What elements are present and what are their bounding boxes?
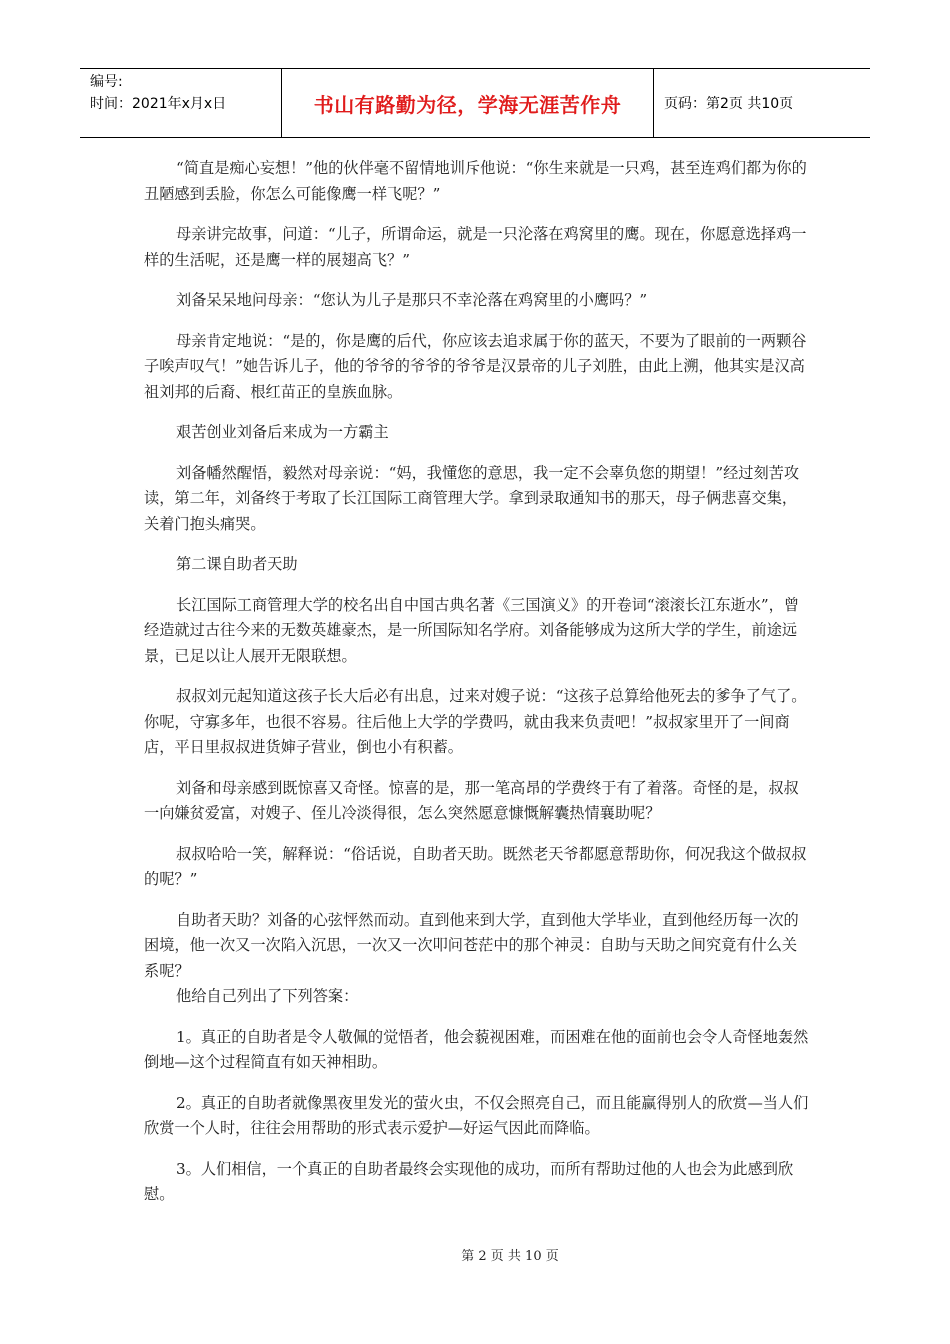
list-item: 1。真正的自助者是令人敬佩的觉悟者，他会藐视困难，而困难在他的面前也会令人奇怪地轰然倒地—这个过程简直有如天神相助。 <box>144 1027 809 1071</box>
paragraph: 母亲讲完故事，问道：“儿子，所谓命运，就是一只沦落在鸡窝里的鹰。现在，你愿意选择鸡一样的生活呢，还是鹰一样的展翅高飞？” <box>144 225 807 269</box>
paragraph: 长江国际工商管理大学的校名出自中国古典名著《三国演义》的开卷词“滚滚长江东逝水”，曾经造就过古往今来的无数英雄豪杰，是一所国际知名学府。刘备能够成为这所大学的学生，前途远景，已足以让人展开无限联想。 <box>144 595 800 665</box>
paragraph: “简直是痴心妄想！”他的伙伴毫不留情地训斥他说：“你生来就是一只鸡，甚至连鸡们都为你的丑陋感到丢脸，你怎么可能像鹰一样飞呢？” <box>144 159 807 203</box>
paragraph: 母亲肯定地说：“是的，你是鹰的后代，你应该去追求属于你的蓝天，不要为了眼前的一两颗谷子唉声叹气！”她告诉儿子，他的爷爷的爷爷的爷爷是汉景帝的儿子刘胜，由此上溯，他其实是汉高祖刘邦的后裔、根红苗正的皇族血脉。 <box>144 331 807 401</box>
header-table <box>80 68 870 138</box>
paragraph: 刘备幡然醒悟，毅然对母亲说：“妈，我懂您的意思，我一定不会辜负您的期望！”经过刻苦攻读，第二年，刘备终于考取了长江国际工商管理大学。拿到录取通知书的那天，母子俩悲喜交集，关着门抱头痛哭。 <box>144 463 800 533</box>
header-page-info: 页码：第2页 共10页 <box>664 96 794 112</box>
section-heading: 艰苦创业刘备后来成为一方霸主 <box>176 423 389 441</box>
paragraph: 叔叔刘元起知道这孩子长大后必有出息，过来对嫂子说：“这孩子总算给他死去的爹争了气了。你呢，守寡多年，也很不容易。往后他上大学的学费吗，就由我来负责吧！”叔叔家里开了一间商店，平日里叔叔进货婶子营业，倒也小有积蓄。 <box>144 687 807 756</box>
header-motto: 书山有路勤为径，学海无涯苦作舟 <box>282 69 654 137</box>
paragraph: 他给自己列出了下列答案： <box>176 987 359 1005</box>
document-number-label: 编号: <box>90 74 123 90</box>
list-item: 2。真正的自助者就像黑夜里发光的萤火虫，不仅会照亮自己，而且能赢得别人的欣赏—当人们欣赏一个人时，往往会用帮助的形式表示爱护—好运气因此而降临。 <box>144 1093 809 1137</box>
paragraph: 自助者天助？刘备的心弦怦然而动。直到他来到大学，直到他大学毕业，直到他经历每一次的困境，他一次又一次陷入沉思，一次又一次叩问苍茫中的那个神灵：自助与天助之间究竟有什么关系呢？ <box>144 910 799 980</box>
list-item: 3。人们相信，一个真正的自助者最终会实现他的成功，而所有帮助过他的人也会为此感到欣慰。 <box>144 1159 794 1203</box>
paragraph: 叔叔哈哈一笑，解释说：“俗话说，自助者天助。既然老天爷都愿意帮助你，何况我这个做叔叔的呢？” <box>144 844 807 888</box>
page-footer: 第 2 页 共 10 页 <box>461 1249 559 1264</box>
document-body <box>144 156 809 1223</box>
header-meta <box>80 69 282 137</box>
section-heading: 第二课自助者天助 <box>176 555 298 573</box>
paragraph: 刘备呆呆地问母亲：“您认为儿子是那只不幸沦落在鸡窝里的小鹰吗？” <box>176 291 648 309</box>
document-date: 时间：2021年x月x日 <box>90 96 227 112</box>
paragraph: 刘备和母亲感到既惊喜又奇怪。惊喜的是，那一笔高昂的学费终于有了着落。奇怪的是，叔叔一向嫌贫爱富，对嫂子、侄儿冷淡得很，怎么突然愿意慷慨解囊热情襄助呢？ <box>144 778 799 822</box>
